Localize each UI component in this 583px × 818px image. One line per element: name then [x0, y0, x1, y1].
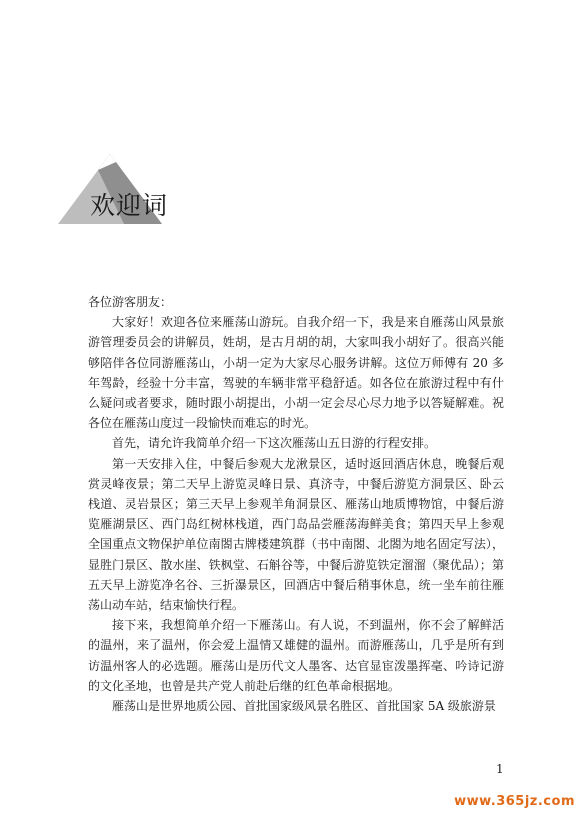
page-title: 欢迎词 — [90, 191, 169, 220]
page-number: 1 — [496, 762, 504, 776]
paragraph: 接下来，我想简单介绍一下雁荡山。有人说，不到温州，你不会了解鲜活的温州，来了温州，你会爱上温情又雄健的温州。而游雁荡山，几乎是所有到访温州客人的必选题。雁荡山是历代文人墨客、达官显宦泼墨挥毫、吟诗记游的文化圣地，也曾是共产党人前赴后继的红色革命根据地。 — [88, 618, 504, 693]
watermark-text: www.365jz.com — [454, 794, 575, 809]
body-text — [88, 292, 504, 716]
paragraph: 雁荡山是世界地质公园、首批国家级风景名胜区、首批国家 5A 级旅游景 — [112, 699, 496, 714]
paragraph: 大家好！欢迎各位来雁荡山游玩。自我介绍一下，我是来自雁荡山风景旅游管理委员会的讲解员，姓胡，是古月胡的胡，大家叫我小胡好了。很高兴能够陪伴各位同游雁荡山，小胡一定为大家尽心服务讲解。这位万师傅有 20 多年驾龄，经验十分丰富，驾驶的车辆非常平稳舒适。如各位在旅游过程中有什么疑问或者要求，随时跟小胡提出，小胡一定会尽心尽力地予以答疑解难。祝各位在雁荡山度过一段愉快而难忘的时光。 — [88, 315, 504, 431]
paragraph: 第一天安排入住，中餐后参观大龙湫景区，适时返回酒店休息，晚餐后观赏灵峰夜景；第二天早上游览灵峰日景、真济寺，中餐后游览方洞景区、卧云栈道、灵岩景区；第三天早上参观羊角洞景区、雁荡山地质博物馆，中餐后游览雁湖景区、西门岛红树林栈道，西门岛品尝雁荡海鲜美食；第四天早上参观全国重点文物保护单位南閤古牌楼建筑群（书中南閤、北閤为地名固定写法），显胜门景区、散水崖、铁枫堂、石斛谷等，中餐后游览铁定溜溜（聚优品）；第五天早上游览净名谷、三折瀑景区，回酒店中餐后稍事休息，统一坐车前往雁荡山动车站，结束愉快行程。 — [88, 456, 504, 613]
salutation: 各位游客朋友： — [88, 295, 173, 309]
paragraph: 首先，请允许我简单介绍一下这次雁荡山五日游的行程安排。 — [112, 436, 437, 451]
section-heading — [58, 150, 218, 230]
